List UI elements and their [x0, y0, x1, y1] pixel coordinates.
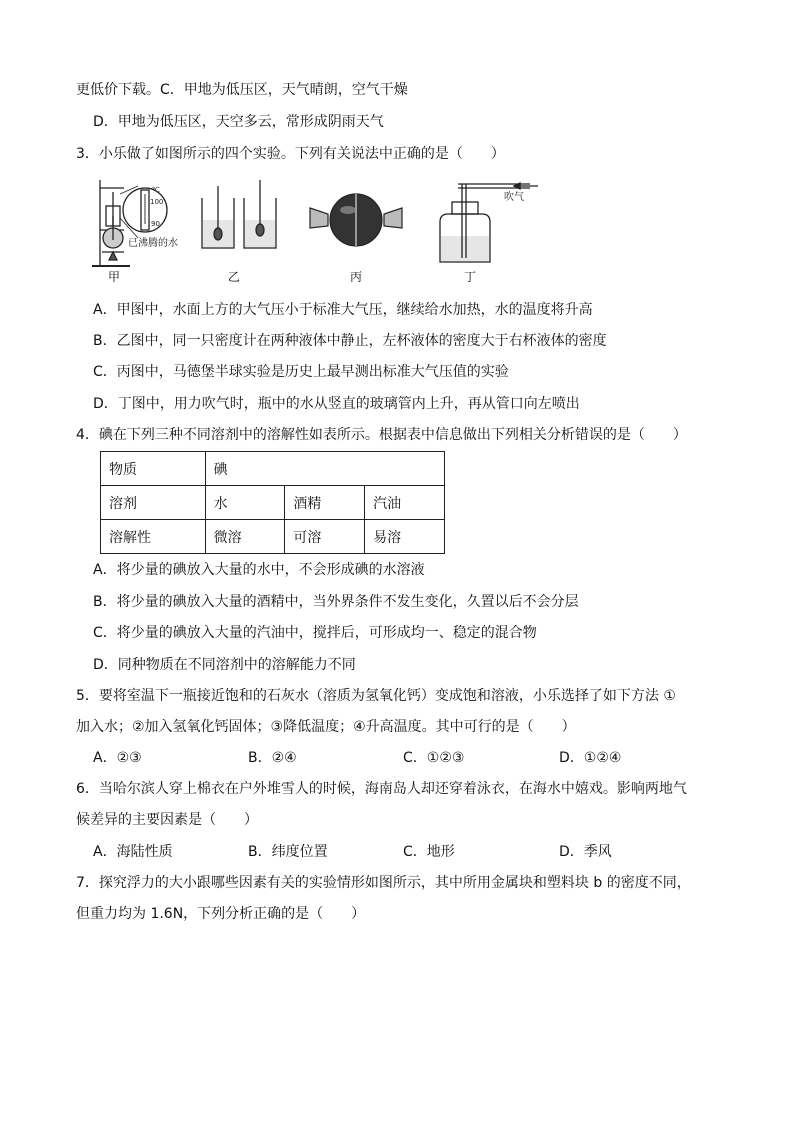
question-5-line1: 5．要将室温下一瓶接近饱和的石灰水（溶质为氢氧化钙）变成饱和溶液，小乐选择了如下方法 ①: [76, 688, 676, 704]
figure-caption-ding: 丁: [464, 270, 477, 284]
option-5d: D．①②④: [559, 750, 622, 766]
question-6-line1: 6．当哈尔滨人穿上棉衣在户外堆雪人的时候，海南岛人却还穿着泳衣，在海水中嬉戏。影响两地气: [76, 781, 687, 797]
boil-label: 已沸腾的水: [128, 238, 178, 249]
table-cell: 水: [205, 486, 285, 520]
experiment-figure: [90, 178, 560, 286]
svg-text:90: 90: [151, 220, 160, 228]
option-5a: A．②③: [93, 750, 142, 766]
question-7-line2: 但重力均为 1.6N，下列分析正确的是（ ）: [76, 906, 366, 922]
option-5c: C．①②③: [403, 750, 465, 766]
svg-text:℃: ℃: [152, 186, 160, 194]
svg-text:100: 100: [150, 198, 164, 206]
question-5-line2: 加入水；②加入氢氧化钙固体；③降低温度；④升高温度。其中可行的是（ ）: [76, 719, 576, 735]
option-3a: A．甲图中，水面上方的大气压小于标准大气压，继续给水加热，水的温度将升高: [93, 302, 593, 318]
figure-caption-bing: 丙: [350, 270, 363, 284]
option-6c: C．地形: [403, 844, 455, 860]
option-4d: D．同种物质在不同溶剂中的溶解能力不同: [93, 657, 356, 673]
figure-caption-jia: 甲: [108, 270, 121, 284]
option-3b: B．乙图中，同一只密度计在两种液体中静止，左杯液体的密度大于右杯液体的密度: [93, 333, 607, 349]
table-cell: 物质: [101, 452, 206, 486]
figure-caption-yi: 乙: [228, 270, 241, 284]
solubility-table: [100, 451, 445, 554]
option-5b: B．②④: [248, 750, 297, 766]
option-6a: A．海陆性质: [93, 844, 173, 860]
option-4c: C．将少量的碘放入大量的汽油中，搅拌后，可形成均一、稳定的混合物: [93, 625, 537, 641]
option-4b: B．将少量的碘放入大量的酒精中，当外界条件不发生变化，久置以后不会分层: [93, 594, 579, 610]
figure-yi: [202, 180, 276, 248]
table-cell: 汽油: [365, 486, 445, 520]
table-cell: 碘: [205, 452, 444, 486]
option-6b: B．纬度位置: [248, 844, 328, 860]
option-3d: D．丁图中，用力吹气时，瓶中的水从竖直的玻璃管内上升，再从管口向左喷出: [93, 396, 580, 412]
question-4: 4．碘在下列三种不同溶剂中的溶解性如表所示。根据表中信息做出下列相关分析错误的是（ ）: [76, 427, 687, 443]
question-3: 3．小乐做了如图所示的四个实验。下列有关说法中正确的是（ ）: [76, 146, 505, 162]
option-6d: D．季风: [559, 844, 612, 860]
table-cell: 溶解性: [101, 520, 206, 554]
table-row: [101, 486, 445, 520]
blow-label: 吹气: [504, 192, 524, 203]
table-cell: 可溶: [285, 520, 365, 554]
figure-bing: [310, 194, 402, 246]
table-cell: 溶剂: [101, 486, 206, 520]
table-row: [101, 520, 445, 554]
table-cell: 微溶: [205, 520, 285, 554]
option-3c: C．丙图中，马德堡半球实验是历史上最早测出标准大气压值的实验: [93, 364, 509, 380]
option-4a: A．将少量的碘放入大量的水中，不会形成碘的水溶液: [93, 562, 425, 578]
text-line: 更低价下载。C．甲地为低压区，天气晴朗，空气干燥: [76, 82, 408, 98]
text-line: D．甲地为低压区，天空多云，常形成阴雨天气: [93, 114, 384, 130]
question-6-line2: 候差异的主要因素是（ ）: [76, 812, 258, 828]
table-row: [101, 452, 445, 486]
table-cell: 易溶: [365, 520, 445, 554]
table-cell: 酒精: [285, 486, 365, 520]
question-7-line1: 7．探究浮力的大小跟哪些因素有关的实验情形如图所示，其中所用金属块和塑料块 b 的密度不同，: [76, 875, 691, 891]
